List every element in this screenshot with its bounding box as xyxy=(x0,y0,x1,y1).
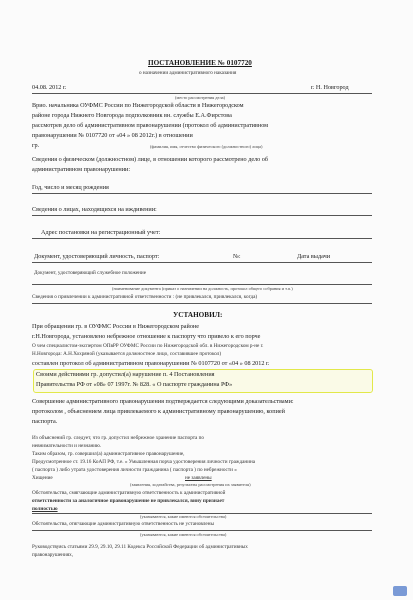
conclusion-line-2: невнимательности и незнанию. xyxy=(32,443,102,449)
conclusion-line-1: Из объяснений гр. следует, что гр. допустил небрежное хранение паспорта по xyxy=(32,435,205,441)
date-rule xyxy=(32,93,372,94)
doc-city: г. Н. Новгород xyxy=(311,84,349,91)
conclusion-line-5: ( паспорта ) либо утрата удостоверения личности гражданина ( паспорта ) по небрежности » xyxy=(32,467,237,473)
prior-label: Сведения о привлечении к административной ответственности : (не привлекался, привлекался, когда) xyxy=(32,294,258,300)
address-label: Адрес постановки на регистрационный учет: xyxy=(41,229,161,236)
fio-hint: (фамилия, имя, отчество физического (должностного) лица) xyxy=(150,144,263,149)
doc-number: 0107720 xyxy=(226,59,252,67)
body-line-6: Своими действиями гр. допустил(а) нарушение п. 4 Постановления xyxy=(36,371,215,378)
dependents-label: Сведения о лицах, находящихся на иждивении: xyxy=(32,206,157,213)
doc-title xyxy=(148,60,252,67)
conclusion-hint: (заявления, ходатайства, результаты рассмотрения их заявителя) xyxy=(130,482,251,487)
body-line-5: составлен протокол об административном правонарушении № 0107720 от «04 » 08 2012 г. xyxy=(32,360,270,367)
mitigating-hint: (указываются, какие имеются обстоятельства) xyxy=(140,514,227,519)
body-line-4: Н.Новгорода: А.Н.Хохряной (указывается должностное лицо, составившее протокол) xyxy=(32,351,222,357)
id-num-label: №: xyxy=(233,253,241,260)
doc-subtitle: о назначении административного наказания xyxy=(139,70,237,76)
issue-date-label: Дата выдачи xyxy=(297,253,331,260)
mitigating-line-3: полностью xyxy=(32,506,58,512)
person-info-2: административном правонарушении: xyxy=(32,166,131,173)
body-line-7: Правительства РФ от «08» 07 1997г. № 828. « О паспорте гражданина РФ» xyxy=(36,381,233,388)
birth-rule xyxy=(32,193,372,194)
conclusion-line-6: Хищение xyxy=(32,475,53,481)
conclusion-line-7: не заявлены xyxy=(185,475,212,481)
address-rule xyxy=(32,238,372,239)
mitigating-line-2: ответственности за аналогичное правонарушение не привлекался, вину признает xyxy=(32,498,225,504)
guided-line-1: Руководствуясь статьями 29.9, 29.10, 29.11 Кодекса Российской Федерации об административных xyxy=(32,544,248,550)
prior-hint: (наименование документа (приказ о назначении на должность, протокол общего собрания и т.п.) xyxy=(112,286,293,291)
intro-line-4: правонарушении № 0107720 от «04 » 08 2012г.) в отношении xyxy=(32,132,193,139)
dependents-rule xyxy=(32,215,372,216)
guided-line-2: правонарушениях, xyxy=(32,552,74,558)
id-doc-rule xyxy=(32,262,372,263)
service-doc-label: Документ, удостоверяющий служебное положение xyxy=(34,270,147,276)
doc-title-text: ПОСТАНОВЛЕНИЕ № xyxy=(148,59,227,67)
body-line-2: г.Н.Новгорода, установлено небрежное отношение к паспорту что привело к его порче xyxy=(32,333,261,340)
established-heading: УСТАНОВИЛ: xyxy=(173,311,223,319)
body-line-3: О чем специалистом-экспертом ОПвРР ОУФМС России по Нижегородской обл. в Нижегородском р-не г. xyxy=(32,343,264,349)
aggravating-line: Обстоятельства, отягчающие административную ответственность не установлены xyxy=(32,521,214,527)
body-line-1: При обращении гр. в ОУФМС России в Нижегородском районе xyxy=(32,323,199,330)
conclusion-line-4: Предусмотренное ст. 19.16 КоАП РФ, т.е. « Умышленная порча удостоверения личности гражданина xyxy=(32,459,256,465)
conclusion-line-3: Таким образом, гр. совершил(а) административное правонарушение, xyxy=(32,451,185,457)
person-info: Сведения о физическом (должностном) лице, в отношении которого рассмотрено дело об xyxy=(32,156,269,163)
service-doc-rule xyxy=(32,284,372,285)
evidence-line-3: паспорта. xyxy=(32,418,58,425)
evidence-line-2: протоколом , объяснением лица привлекаемого к административному правонарушению, копией xyxy=(32,408,285,415)
birth-label: Год, число и месяц рождения xyxy=(32,184,109,191)
intro-line-5: гр. xyxy=(32,142,40,149)
intro-line-1: Врио. начальника ОУФМС России по Нижегородской области в Нижегородском xyxy=(32,102,244,109)
place-hint: (место рассмотрения дела) xyxy=(175,95,226,100)
corner-mark xyxy=(393,586,407,596)
aggravating-hint: (указываются, какие имеются обстоятельства) xyxy=(140,532,227,537)
mitigating-line-1: Обстоятельства, смягчающие административную ответственность к административной xyxy=(32,490,226,496)
evidence-line-1: Совершение административного правонарушения подтверждается следующими доказательствами: xyxy=(32,398,294,405)
id-doc-label: Документ, удостоверяющий личность, паспорт: xyxy=(34,253,160,260)
intro-line-2: районе города Нижнего Новгорода подполковник вн. службы Е.А.Фирстова xyxy=(32,112,232,119)
aggravating-rule xyxy=(32,530,372,531)
intro-line-3: рассмотрев дело об административном правонарушении (протокол об административном xyxy=(32,122,269,129)
doc-date: 04.08. 2012 г. xyxy=(32,84,67,91)
prior-rule xyxy=(32,303,372,304)
